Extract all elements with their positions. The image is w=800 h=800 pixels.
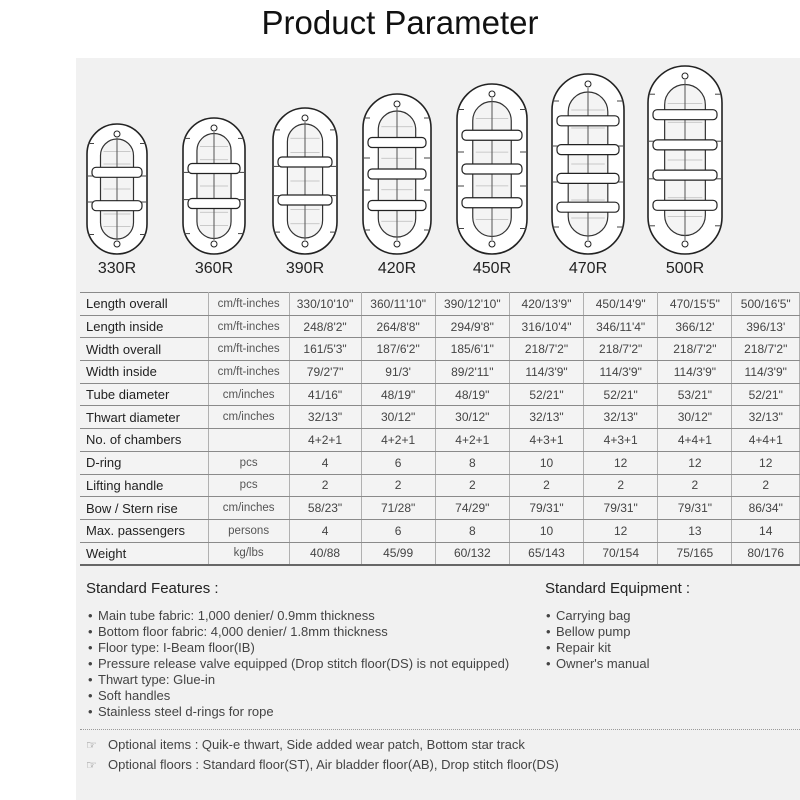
spec-table: [80, 292, 800, 566]
standard-equipment-list: [546, 608, 650, 672]
value-cell: 2: [289, 474, 361, 497]
list-item: [88, 656, 509, 672]
param-cell: Length overall: [80, 293, 208, 316]
page-title: Product Parameter: [261, 4, 539, 41]
raft-icon: [447, 58, 537, 258]
value-cell: 4+2+1: [361, 429, 435, 452]
pointing-hand-icon: ☞: [86, 738, 97, 752]
value-cell: 366/12': [658, 315, 732, 338]
value-cell: 41/16": [289, 383, 361, 406]
param-cell: No. of chambers: [80, 429, 208, 452]
value-cell: 52/21": [584, 383, 658, 406]
value-cell: 4+4+1: [732, 429, 800, 452]
list-item: [88, 640, 509, 656]
unit-cell: persons: [208, 519, 289, 542]
list-item: [88, 704, 509, 720]
bullet-icon: •: [88, 656, 93, 671]
optional-items: [86, 737, 525, 752]
boat-label: 330R: [97, 260, 137, 277]
param-cell: Length inside: [80, 315, 208, 338]
value-cell: 218/7'2": [584, 338, 658, 361]
value-cell: 316/10'4": [509, 315, 583, 338]
value-cell: 79/31": [509, 497, 583, 520]
value-cell: 4: [289, 451, 361, 474]
bullet-icon: •: [88, 672, 93, 687]
value-cell: 79/31": [584, 497, 658, 520]
raft-icon: [169, 58, 259, 258]
bullet-icon: •: [546, 656, 551, 671]
value-cell: 2: [361, 474, 435, 497]
value-cell: 89/2'11": [435, 361, 509, 384]
value-cell: 4: [289, 519, 361, 542]
list-item-text: Bottom floor fabric: 4,000 denier/ 1.8mm thickness: [98, 624, 388, 639]
value-cell: 294/9'8": [435, 315, 509, 338]
list-item: [88, 624, 509, 640]
value-cell: 52/21": [732, 383, 800, 406]
value-cell: 161/5'3": [289, 338, 361, 361]
value-cell: 360/11'10": [361, 293, 435, 316]
value-cell: 48/19": [361, 383, 435, 406]
value-cell: 114/3'9": [509, 361, 583, 384]
optional-items-text: Optional items : Quik-e thwart, Side added wear patch, Bottom star track: [108, 737, 525, 752]
param-cell: Width inside: [80, 361, 208, 384]
list-item-text: Pressure release valve equipped (Drop stitch floor(DS) is not equipped): [98, 656, 510, 671]
value-cell: 30/12": [361, 406, 435, 429]
standard-features-list: [88, 608, 509, 720]
value-cell: 13: [658, 519, 732, 542]
value-cell: 75/165: [658, 542, 732, 565]
unit-cell: cm/ft-inches: [208, 315, 289, 338]
value-cell: 30/12": [435, 406, 509, 429]
value-cell: 500/16'5": [732, 293, 800, 316]
boat-470r: [543, 58, 633, 288]
value-cell: 12: [732, 451, 800, 474]
unit-cell: cm/ft-inches: [208, 338, 289, 361]
bullet-icon: •: [88, 608, 93, 623]
value-cell: 79/31": [658, 497, 732, 520]
unit-cell: cm/inches: [208, 383, 289, 406]
list-item-text: Thwart type: Glue-in: [98, 672, 216, 687]
unit-cell: cm/ft-inches: [208, 361, 289, 384]
boat-illustrations: [76, 58, 800, 288]
value-cell: 6: [361, 451, 435, 474]
boat-450r: [447, 58, 537, 288]
unit-cell: pcs: [208, 451, 289, 474]
list-item-text: Carrying bag: [556, 608, 631, 623]
value-cell: 2: [435, 474, 509, 497]
boat-label: 360R: [194, 260, 234, 277]
list-item-text: Bellow pump: [556, 624, 631, 639]
value-cell: 14: [732, 519, 800, 542]
value-cell: 40/88: [289, 542, 361, 565]
bullet-icon: •: [88, 640, 93, 655]
value-cell: 390/12'10": [435, 293, 509, 316]
value-cell: 114/3'9": [658, 361, 732, 384]
table-row: [80, 315, 800, 338]
boat-420r: [352, 58, 442, 288]
value-cell: 6: [361, 519, 435, 542]
raft-icon: [72, 58, 162, 258]
raft-icon: [640, 58, 730, 258]
param-cell: Thwart diameter: [80, 406, 208, 429]
list-item: [546, 640, 650, 656]
value-cell: 114/3'9": [732, 361, 800, 384]
bullet-icon: •: [546, 608, 551, 623]
pointing-hand-icon: ☞: [86, 758, 97, 772]
value-cell: 32/13": [289, 406, 361, 429]
table-row: [80, 383, 800, 406]
table-row: [80, 519, 800, 542]
value-cell: 2: [732, 474, 800, 497]
boat-label: 450R: [472, 260, 512, 277]
value-cell: 32/13": [732, 406, 800, 429]
bullet-icon: •: [546, 640, 551, 655]
table-row: [80, 474, 800, 497]
value-cell: 420/13'9": [509, 293, 583, 316]
value-cell: 91/3': [361, 361, 435, 384]
list-item-text: Repair kit: [556, 640, 611, 655]
value-cell: 218/7'2": [509, 338, 583, 361]
table-row: [80, 497, 800, 520]
param-cell: Width overall: [80, 338, 208, 361]
list-item: [546, 608, 650, 624]
boat-360r: [169, 58, 259, 288]
param-cell: D-ring: [80, 451, 208, 474]
param-cell: Lifting handle: [80, 474, 208, 497]
list-item-text: Floor type: I-Beam floor(IB): [98, 640, 255, 655]
value-cell: 470/15'5": [658, 293, 732, 316]
unit-cell: cm/inches: [208, 497, 289, 520]
value-cell: 4+3+1: [584, 429, 658, 452]
unit-cell: kg/lbs: [208, 542, 289, 565]
table-row: [80, 451, 800, 474]
value-cell: 48/19": [435, 383, 509, 406]
value-cell: 10: [509, 519, 583, 542]
value-cell: 65/143: [509, 542, 583, 565]
bullet-icon: •: [88, 624, 93, 639]
raft-icon: [260, 58, 350, 258]
optional-floors: [86, 757, 559, 772]
value-cell: 4+2+1: [435, 429, 509, 452]
value-cell: 30/12": [658, 406, 732, 429]
table-row: [80, 406, 800, 429]
standard-features-heading: Standard Features :: [86, 580, 219, 597]
table-row: [80, 338, 800, 361]
value-cell: 396/13': [732, 315, 800, 338]
list-item-text: Soft handles: [98, 688, 171, 703]
value-cell: 218/7'2": [658, 338, 732, 361]
value-cell: 12: [584, 451, 658, 474]
table-row: [80, 542, 800, 565]
value-cell: 330/10'10": [289, 293, 361, 316]
value-cell: 2: [658, 474, 732, 497]
value-cell: 58/23": [289, 497, 361, 520]
value-cell: 264/8'8": [361, 315, 435, 338]
value-cell: 2: [509, 474, 583, 497]
raft-icon: [352, 58, 442, 258]
table-row: [80, 429, 800, 452]
value-cell: 70/154: [584, 542, 658, 565]
list-item-text: Main tube fabric: 1,000 denier/ 0.9mm thickness: [98, 608, 375, 623]
value-cell: 8: [435, 519, 509, 542]
value-cell: 12: [658, 451, 732, 474]
param-cell: Bow / Stern rise: [80, 497, 208, 520]
value-cell: 346/11'4": [584, 315, 658, 338]
table-row: [80, 293, 800, 316]
param-cell: Weight: [80, 542, 208, 565]
boat-330r: [72, 58, 162, 288]
boat-label: 420R: [377, 260, 417, 277]
value-cell: 80/176: [732, 542, 800, 565]
list-item-text: Stainless steel d-rings for rope: [98, 704, 274, 719]
value-cell: 2: [584, 474, 658, 497]
value-cell: 187/6'2": [361, 338, 435, 361]
list-item: [88, 672, 509, 688]
value-cell: 218/7'2": [732, 338, 800, 361]
value-cell: 450/14'9": [584, 293, 658, 316]
standard-equipment-heading: Standard Equipment :: [545, 580, 691, 597]
value-cell: 4+2+1: [289, 429, 361, 452]
table-row: [80, 361, 800, 384]
bullet-icon: •: [88, 704, 93, 719]
value-cell: 60/132: [435, 542, 509, 565]
param-cell: Tube diameter: [80, 383, 208, 406]
unit-cell: [208, 429, 289, 452]
bullet-icon: •: [546, 624, 551, 639]
value-cell: 8: [435, 451, 509, 474]
value-cell: 114/3'9": [584, 361, 658, 384]
value-cell: 32/13": [509, 406, 583, 429]
list-item: [88, 608, 509, 624]
param-cell: Max. passengers: [80, 519, 208, 542]
list-item: [546, 656, 650, 672]
boat-label: 390R: [285, 260, 325, 277]
optional-floors-text: Optional floors : Standard floor(ST), Air bladder floor(AB), Drop stitch floor(DS): [108, 757, 559, 772]
unit-cell: cm/inches: [208, 406, 289, 429]
unit-cell: cm/ft-inches: [208, 293, 289, 316]
value-cell: 74/29": [435, 497, 509, 520]
unit-cell: pcs: [208, 474, 289, 497]
boat-500r: [640, 58, 730, 288]
boat-390r: [260, 58, 350, 288]
value-cell: 4+4+1: [658, 429, 732, 452]
value-cell: 53/21": [658, 383, 732, 406]
value-cell: 79/2'7": [289, 361, 361, 384]
value-cell: 52/21": [509, 383, 583, 406]
value-cell: 185/6'1": [435, 338, 509, 361]
list-item-text: Owner's manual: [556, 656, 650, 671]
value-cell: 71/28": [361, 497, 435, 520]
value-cell: 86/34": [732, 497, 800, 520]
value-cell: 32/13": [584, 406, 658, 429]
value-cell: 45/99: [361, 542, 435, 565]
value-cell: 12: [584, 519, 658, 542]
bullet-icon: •: [88, 688, 93, 703]
list-item: [88, 688, 509, 704]
value-cell: 10: [509, 451, 583, 474]
raft-icon: [543, 58, 633, 258]
list-item: [546, 624, 650, 640]
boat-label: 470R: [568, 260, 608, 277]
divider: [80, 729, 800, 730]
value-cell: 248/8'2": [289, 315, 361, 338]
value-cell: 4+3+1: [509, 429, 583, 452]
boat-label: 500R: [665, 260, 705, 277]
